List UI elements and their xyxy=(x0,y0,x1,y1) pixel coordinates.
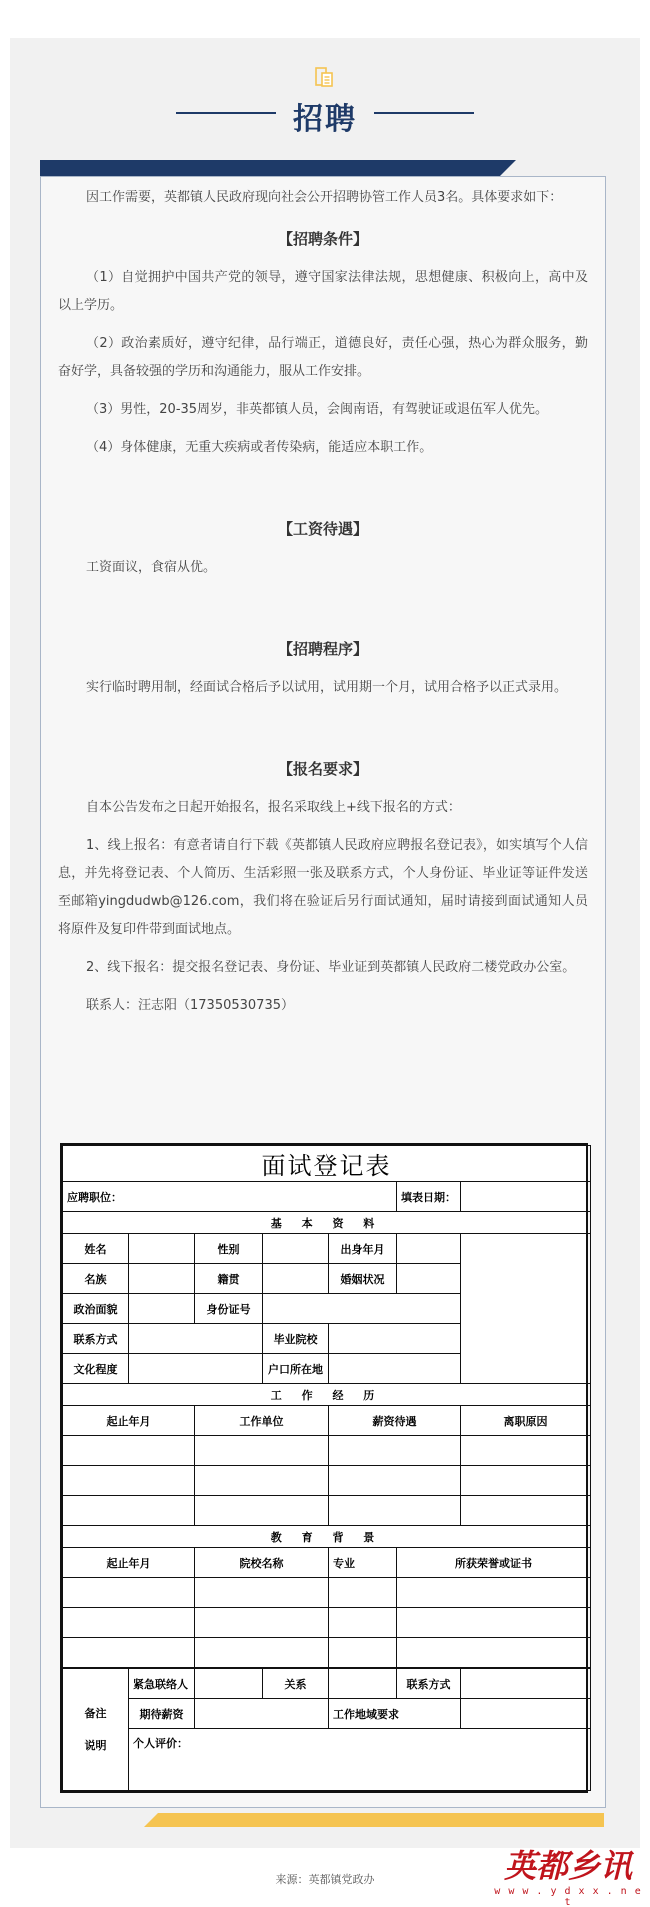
expected-salary-label: 期待薪资 xyxy=(129,1699,195,1729)
remark-label xyxy=(63,1669,129,1791)
form-photo-box[interactable] xyxy=(461,1234,591,1384)
work-date-header: 起止年月 xyxy=(63,1406,195,1436)
work-row-1-date[interactable] xyxy=(63,1436,195,1466)
emergency-field[interactable] xyxy=(195,1669,263,1699)
section-title-conditions: 【招聘条件】 xyxy=(277,230,368,248)
edu-school-header: 院校名称 xyxy=(195,1548,329,1578)
form-gender-field[interactable] xyxy=(263,1234,329,1264)
edu-row-2-date[interactable] xyxy=(63,1608,195,1638)
edu-row-3-major[interactable] xyxy=(329,1638,397,1668)
work-row-2-reason[interactable] xyxy=(461,1466,591,1496)
form-political-label: 政治面貌 xyxy=(63,1294,129,1324)
edu-row-1-date[interactable] xyxy=(63,1578,195,1608)
edu-date-header: 起止年月 xyxy=(63,1548,195,1578)
requirements-online: 1、线上报名：有意者请自行下载《英都镇人民政府应聘报名登记表》，如实填写个人信息，并先将登记表、个人简历、生活彩照一张及联系方式，个人身份证、毕业证等证件发送至邮箱yingdudwb@126.com，我们将在验证后另行面试通知，届时请接到面试通知人员将原件及复印件带到面试地点。 xyxy=(58,838,588,937)
form-date-label: 填表日期： xyxy=(397,1182,461,1212)
condition-1: （1）自觉拥护中国共产党的领导，遵守国家法律法规，思想健康、积极向上，高中及以上学历。 xyxy=(58,270,588,313)
form-marital-field[interactable] xyxy=(397,1264,461,1294)
form-ethnicity-label: 名族 xyxy=(63,1264,129,1294)
form-political-field[interactable] xyxy=(129,1294,195,1324)
edu-major-header: 专业 xyxy=(329,1548,397,1578)
form-id-field[interactable] xyxy=(263,1294,461,1324)
expected-salary-field[interactable] xyxy=(195,1699,329,1729)
emergency-label: 紧急联络人 xyxy=(129,1669,195,1699)
condition-2: （2）政治素质好，遵守纪律，品行端正，道德良好，责任心强，热心为群众服务，勤奋好学，具备较强的学历和沟通能力，服从工作安排。 xyxy=(58,336,588,379)
form-section-education: 教 育 背 景 xyxy=(63,1526,591,1548)
form-name-label: 姓名 xyxy=(63,1234,129,1264)
card-top-bar xyxy=(40,160,500,176)
card-top-bar-tip xyxy=(500,160,516,176)
form-school-field[interactable] xyxy=(329,1324,461,1354)
edu-row-1-honor[interactable] xyxy=(397,1578,591,1608)
work-row-1-salary[interactable] xyxy=(329,1436,461,1466)
form-native-field[interactable] xyxy=(263,1264,329,1294)
form-date-field[interactable] xyxy=(461,1182,591,1212)
work-unit-header: 工作单位 xyxy=(195,1406,329,1436)
edu-row-3-date[interactable] xyxy=(63,1638,195,1668)
work-row-3-salary[interactable] xyxy=(329,1496,461,1526)
form-phone-field[interactable] xyxy=(129,1324,263,1354)
procedure-text: 实行临时聘用制，经面试合格后予以试用，试用期一个月，试用合格予以正式录用。 xyxy=(86,680,568,695)
intro-text: 因工作需要，英都镇人民政府现向社会公开招聘协管工作人员3名。具体要求如下： xyxy=(86,190,563,205)
edu-row-3-school[interactable] xyxy=(195,1638,329,1668)
edu-row-2-major[interactable] xyxy=(329,1608,397,1638)
article-body xyxy=(58,184,588,1020)
document-icon xyxy=(313,66,335,88)
form-native-label: 籍贯 xyxy=(195,1264,263,1294)
condition-3: （3）男性，20-35周岁，非英都镇人员，会闽南语，有驾驶证或退伍军人优先。 xyxy=(86,402,549,417)
form-ethnicity-field[interactable] xyxy=(129,1264,195,1294)
condition-4: （4）身体健康，无重大疾病或者传染病，能适应本职工作。 xyxy=(86,440,433,455)
form-education-field[interactable] xyxy=(129,1354,263,1384)
remark-phone-label: 联系方式 xyxy=(397,1669,461,1699)
contact-text: 联系人：汪志阳（17350530735） xyxy=(86,998,294,1013)
section-title-procedure: 【招聘程序】 xyxy=(277,640,368,658)
edu-row-1-major[interactable] xyxy=(329,1578,397,1608)
form-phone-label: 联系方式 xyxy=(63,1324,129,1354)
work-row-3-reason[interactable] xyxy=(461,1496,591,1526)
edu-row-2-school[interactable] xyxy=(195,1608,329,1638)
relation-label: 关系 xyxy=(263,1669,329,1699)
work-area-field[interactable] xyxy=(461,1699,591,1729)
card-bottom-bar xyxy=(158,1813,604,1827)
requirements-intro: 自本公告发布之日起开始报名，报名采取线上+线下报名的方式： xyxy=(86,800,461,815)
self-evaluation-field[interactable] xyxy=(129,1729,591,1791)
form-school-label: 毕业院校 xyxy=(263,1324,329,1354)
work-row-3-unit[interactable] xyxy=(195,1496,329,1526)
site-watermark xyxy=(490,1846,646,1907)
watermark-logo-text: 英都乡讯 xyxy=(503,1847,632,1885)
form-section-basic: 基 本 资 料 xyxy=(63,1212,591,1234)
form-title: 面试登记表 xyxy=(63,1146,591,1182)
edu-honor-header: 所获荣誉或证书 xyxy=(397,1548,591,1578)
work-row-2-date[interactable] xyxy=(63,1466,195,1496)
form-hukou-field[interactable] xyxy=(329,1354,461,1384)
work-salary-header: 薪资待遇 xyxy=(329,1406,461,1436)
remark-label-line-2: 说明 xyxy=(84,1738,107,1752)
title-divider-right xyxy=(374,112,474,114)
self-evaluation-label: 个人评价： xyxy=(133,1737,188,1750)
work-reason-header: 离职原因 xyxy=(461,1406,591,1436)
form-gender-label: 性别 xyxy=(195,1234,263,1264)
salary-text: 工资面议，食宿从优。 xyxy=(86,560,217,575)
form-name-field[interactable] xyxy=(129,1234,195,1264)
section-title-requirements: 【报名要求】 xyxy=(277,760,368,778)
form-section-work: 工 作 经 历 xyxy=(63,1384,591,1406)
work-row-2-unit[interactable] xyxy=(195,1466,329,1496)
form-hukou-label: 户口所在地 xyxy=(263,1354,329,1384)
section-title-salary: 【工资待遇】 xyxy=(277,520,368,538)
card-bottom-bar-tip xyxy=(144,1813,158,1827)
page-title: 招聘 xyxy=(293,102,357,137)
work-row-2-salary[interactable] xyxy=(329,1466,461,1496)
remark-phone-field[interactable] xyxy=(461,1669,591,1699)
source-credit: 来源：英都镇党政办 xyxy=(275,1873,375,1886)
form-birth-field[interactable] xyxy=(397,1234,461,1264)
work-row-1-reason[interactable] xyxy=(461,1436,591,1466)
form-education-label: 文化程度 xyxy=(63,1354,129,1384)
edu-row-3-honor[interactable] xyxy=(397,1638,591,1668)
work-area-label: 工作地域要求 xyxy=(329,1699,461,1729)
edu-row-2-honor[interactable] xyxy=(397,1608,591,1638)
edu-row-1-school[interactable] xyxy=(195,1578,329,1608)
requirements-offline: 2、线下报名：提交报名登记表、身份证、毕业证到英都镇人民政府二楼党政办公室。 xyxy=(86,960,576,975)
remark-label-line-1: 备注 xyxy=(84,1706,107,1720)
form-position-label: 应聘职位： xyxy=(63,1182,397,1212)
interview-registration-form xyxy=(60,1143,588,1793)
watermark-url: w w w . y d x x . n e t xyxy=(494,1886,642,1907)
work-row-1-unit[interactable] xyxy=(195,1436,329,1466)
form-birth-label: 出身年月 xyxy=(329,1234,397,1264)
title-divider-left xyxy=(176,112,276,114)
relation-field[interactable] xyxy=(329,1669,397,1699)
work-row-3-date[interactable] xyxy=(63,1496,195,1526)
form-id-label: 身份证号 xyxy=(195,1294,263,1324)
form-marital-label: 婚姻状况 xyxy=(329,1264,397,1294)
